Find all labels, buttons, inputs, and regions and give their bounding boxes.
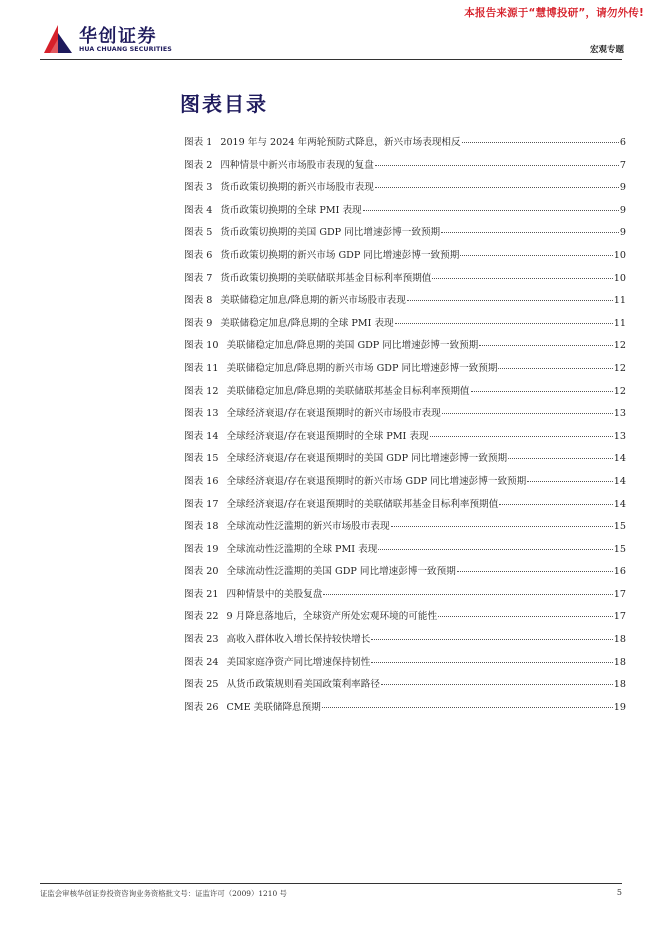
toc-entry[interactable] bbox=[184, 541, 626, 564]
toc-entry[interactable] bbox=[184, 315, 626, 338]
toc-entry-page: 15 bbox=[613, 521, 626, 533]
toc-entry-title: 美联储稳定加息/降息期的新兴市场 GDP 同比增速彭博一致预期 bbox=[226, 362, 498, 374]
header-divider bbox=[40, 59, 622, 60]
toc-entry-label: 图表 9 bbox=[184, 317, 213, 329]
toc-entry-page: 9 bbox=[619, 227, 626, 239]
toc-entry[interactable] bbox=[184, 654, 626, 677]
toc-entry-title: 货币政策切换期的新兴市场股市表现 bbox=[220, 182, 374, 194]
report-category: 宏观专题 bbox=[589, 45, 624, 55]
toc-entry[interactable] bbox=[184, 134, 626, 157]
toc-entry-label: 图表 26 bbox=[184, 701, 219, 713]
toc-entry-page: 17 bbox=[613, 588, 626, 600]
toc-leader-dots bbox=[441, 232, 619, 233]
toc-leader-dots bbox=[508, 458, 613, 459]
toc-entry[interactable] bbox=[184, 247, 626, 270]
toc-entry-page: 13 bbox=[613, 430, 626, 442]
toc-entry-label: 图表 20 bbox=[184, 566, 219, 578]
toc-entry-label: 图表 24 bbox=[184, 656, 219, 668]
toc-entry[interactable] bbox=[184, 518, 626, 541]
toc-entry-title: 货币政策切换期的美国 GDP 同比增速彭博一致预期 bbox=[220, 227, 441, 239]
toc-leader-dots bbox=[442, 413, 613, 414]
toc-entry-title: 从货币政策规则看美国政策利率路径 bbox=[226, 679, 380, 691]
toc-entry[interactable] bbox=[184, 496, 626, 519]
toc-leader-dots bbox=[438, 616, 613, 617]
toc-leader-dots bbox=[391, 526, 613, 527]
toc-entry-title: 货币政策切换期的全球 PMI 表现 bbox=[220, 204, 362, 216]
toc-leader-dots bbox=[479, 345, 613, 346]
toc-entry-page: 12 bbox=[613, 362, 626, 374]
toc-entry-page: 18 bbox=[613, 656, 626, 668]
toc-entry-label: 图表 18 bbox=[184, 521, 219, 533]
toc-entry-label: 图表 11 bbox=[184, 362, 219, 374]
toc-entry-page: 10 bbox=[613, 249, 626, 261]
toc-leader-dots bbox=[371, 662, 612, 663]
toc-entry[interactable] bbox=[184, 292, 626, 315]
toc-entry-label: 图表 8 bbox=[184, 295, 213, 307]
toc-entry-title: 美联储稳定加息/降息期的全球 PMI 表现 bbox=[220, 317, 394, 329]
toc-leader-dots bbox=[460, 255, 612, 256]
toc-entry-title: 全球经济衰退/存在衰退预期时的全球 PMI 表现 bbox=[226, 430, 429, 442]
toc-entry-title: 四种情景中新兴市场股市表现的复盘 bbox=[220, 159, 374, 171]
toc-entry-title: 全球经济衰退/存在衰退预期时的美国 GDP 同比增速彭博一致预期 bbox=[226, 453, 508, 465]
toc-entry-title: 全球经济衰退/存在衰退预期时的美联储联邦基金目标利率预期值 bbox=[226, 498, 499, 510]
toc-entry-title: 全球流动性泛滥期的新兴市场股市表现 bbox=[226, 521, 390, 533]
toc-entry[interactable] bbox=[184, 450, 626, 473]
toc-leader-dots bbox=[499, 504, 612, 505]
toc-entry-title: 四种情景中的美股复盘 bbox=[226, 588, 323, 600]
toc-entry-label: 图表 13 bbox=[184, 408, 219, 420]
toc-entry[interactable] bbox=[184, 360, 626, 383]
toc-entry-title: 全球经济衰退/存在衰退预期时的新兴市场股市表现 bbox=[226, 408, 441, 420]
toc-entry-title: 高收入群体收入增长保持较快增长 bbox=[226, 634, 371, 646]
toc-entry-label: 图表 2 bbox=[184, 159, 213, 171]
toc-leader-dots bbox=[498, 368, 612, 369]
toc-leader-dots bbox=[381, 684, 613, 685]
toc-entry-title: 2019 年与 2024 年两轮预防式降息，新兴市场表现相反 bbox=[220, 137, 461, 148]
toc-entry[interactable] bbox=[184, 563, 626, 586]
toc-entry-title: 货币政策切换期的美联储联邦基金目标利率预期值 bbox=[220, 272, 432, 284]
toc-entry-title: 货币政策切换期的新兴市场 GDP 同比增速彭博一致预期 bbox=[220, 249, 460, 261]
toc-entry-page: 12 bbox=[613, 340, 626, 352]
toc-entry[interactable] bbox=[184, 405, 626, 428]
toc-entry-page: 13 bbox=[613, 408, 626, 420]
toc-leader-dots bbox=[471, 391, 613, 392]
toc-entry-label: 图表 10 bbox=[184, 340, 219, 352]
toc-entry-title: CME 美联储降息预期 bbox=[226, 701, 321, 713]
toc-entry[interactable] bbox=[184, 608, 626, 631]
toc-entry-page: 11 bbox=[613, 317, 626, 329]
toc-entry-label: 图表 22 bbox=[184, 611, 219, 623]
toc-entry-page: 14 bbox=[613, 498, 626, 510]
company-logo bbox=[42, 22, 182, 58]
toc-entry[interactable] bbox=[184, 157, 626, 180]
toc-leader-dots bbox=[371, 639, 612, 640]
toc-entry-page: 16 bbox=[613, 566, 626, 578]
logo-chinese-name: 华创证券 bbox=[79, 26, 157, 47]
toc-entry-title: 全球流动性泛滥期的全球 PMI 表现 bbox=[226, 543, 378, 555]
toc-entry-page: 14 bbox=[613, 475, 626, 487]
toc-entry-label: 图表 7 bbox=[184, 272, 213, 284]
toc-leader-dots bbox=[375, 187, 619, 188]
toc-leader-dots bbox=[323, 594, 612, 595]
toc-entry-title: 美联储稳定加息/降息期的美联储联邦基金目标利率预期值 bbox=[226, 385, 470, 397]
page-number: 5 bbox=[616, 888, 622, 897]
toc-leader-dots bbox=[395, 323, 613, 324]
toc-entry-title: 美联储稳定加息/降息期的新兴市场股市表现 bbox=[220, 295, 406, 307]
toc-entry-page: 17 bbox=[613, 611, 626, 623]
toc-entry-label: 图表 12 bbox=[184, 385, 219, 397]
toc-leader-dots bbox=[527, 481, 613, 482]
toc-entry[interactable] bbox=[184, 428, 626, 451]
toc-entry-title: 美联储稳定加息/降息期的美国 GDP 同比增速彭博一致预期 bbox=[226, 340, 479, 352]
toc-entry[interactable] bbox=[184, 383, 626, 406]
toc-entry-page: 18 bbox=[613, 634, 626, 646]
toc-entry[interactable] bbox=[184, 202, 626, 225]
toc-entry-label: 图表 16 bbox=[184, 475, 219, 487]
toc-entry-label: 图表 23 bbox=[184, 634, 219, 646]
toc-entry-page: 15 bbox=[613, 543, 626, 555]
toc-entry[interactable] bbox=[184, 270, 626, 293]
toc-leader-dots bbox=[363, 210, 619, 211]
logo-english-name: HUA CHUANG SECURITIES bbox=[79, 46, 172, 53]
toc-entry-title: 9 月降息落地后，全球资产所处宏观环境的可能性 bbox=[226, 611, 438, 623]
logo-mark-icon bbox=[42, 23, 74, 55]
toc-entry-label: 图表 14 bbox=[184, 430, 219, 442]
toc-entry-page: 9 bbox=[619, 182, 626, 194]
toc-entry-page: 9 bbox=[619, 204, 626, 216]
toc-entry-label: 图表 17 bbox=[184, 498, 219, 510]
toc-entry-page: 7 bbox=[619, 159, 626, 171]
toc-entry-label: 图表 3 bbox=[184, 182, 213, 194]
toc-entry-page: 14 bbox=[613, 453, 626, 465]
toc-entry[interactable] bbox=[184, 631, 626, 654]
table-of-figures bbox=[184, 134, 626, 721]
toc-leader-dots bbox=[378, 549, 612, 550]
toc-entry-label: 图表 1 bbox=[184, 137, 213, 148]
toc-leader-dots bbox=[407, 300, 613, 301]
toc-leader-dots bbox=[375, 165, 619, 166]
toc-entry-label: 图表 19 bbox=[184, 543, 219, 555]
toc-leader-dots bbox=[322, 707, 613, 708]
footer-divider bbox=[40, 883, 622, 884]
toc-entry[interactable] bbox=[184, 699, 626, 722]
toc-entry-label: 图表 15 bbox=[184, 453, 219, 465]
source-banner: 本报告来源于“慧博投研”，请勿外传! bbox=[464, 7, 644, 19]
toc-leader-dots bbox=[462, 142, 619, 143]
toc-entry-title: 美国家庭净资产同比增速保持韧性 bbox=[226, 656, 371, 668]
toc-entry[interactable] bbox=[184, 473, 626, 496]
toc-entry-label: 图表 21 bbox=[184, 588, 219, 600]
toc-entry-label: 图表 6 bbox=[184, 249, 213, 261]
toc-entry-title: 全球经济衰退/存在衰退预期时的新兴市场 GDP 同比增速彭博一致预期 bbox=[226, 475, 527, 487]
toc-entry-title: 全球流动性泛滥期的美国 GDP 同比增速彭博一致预期 bbox=[226, 566, 456, 578]
toc-entry-page: 6 bbox=[619, 137, 626, 148]
toc-entry-label: 图表 25 bbox=[184, 679, 219, 691]
toc-entry[interactable] bbox=[184, 586, 626, 609]
toc-leader-dots bbox=[457, 571, 613, 572]
toc-entry-page: 10 bbox=[613, 272, 626, 284]
toc-entry[interactable] bbox=[184, 676, 626, 699]
toc-entry-label: 图表 4 bbox=[184, 204, 213, 216]
toc-entry[interactable] bbox=[184, 179, 626, 202]
toc-entry-page: 19 bbox=[613, 701, 626, 713]
toc-leader-dots bbox=[430, 436, 613, 437]
toc-entry[interactable] bbox=[184, 224, 626, 247]
toc-entry-page: 11 bbox=[613, 295, 626, 307]
toc-title: 图表目录 bbox=[180, 92, 268, 116]
toc-leader-dots bbox=[432, 278, 612, 279]
toc-entry-page: 12 bbox=[613, 385, 626, 397]
toc-entry-label: 图表 5 bbox=[184, 227, 213, 239]
footer-regulatory-note: 证监会审核华创证券投资咨询业务资格批文号：证监许可（2009）1210 号 bbox=[40, 889, 287, 898]
toc-entry-page: 18 bbox=[613, 679, 626, 691]
toc-entry[interactable] bbox=[184, 337, 626, 360]
